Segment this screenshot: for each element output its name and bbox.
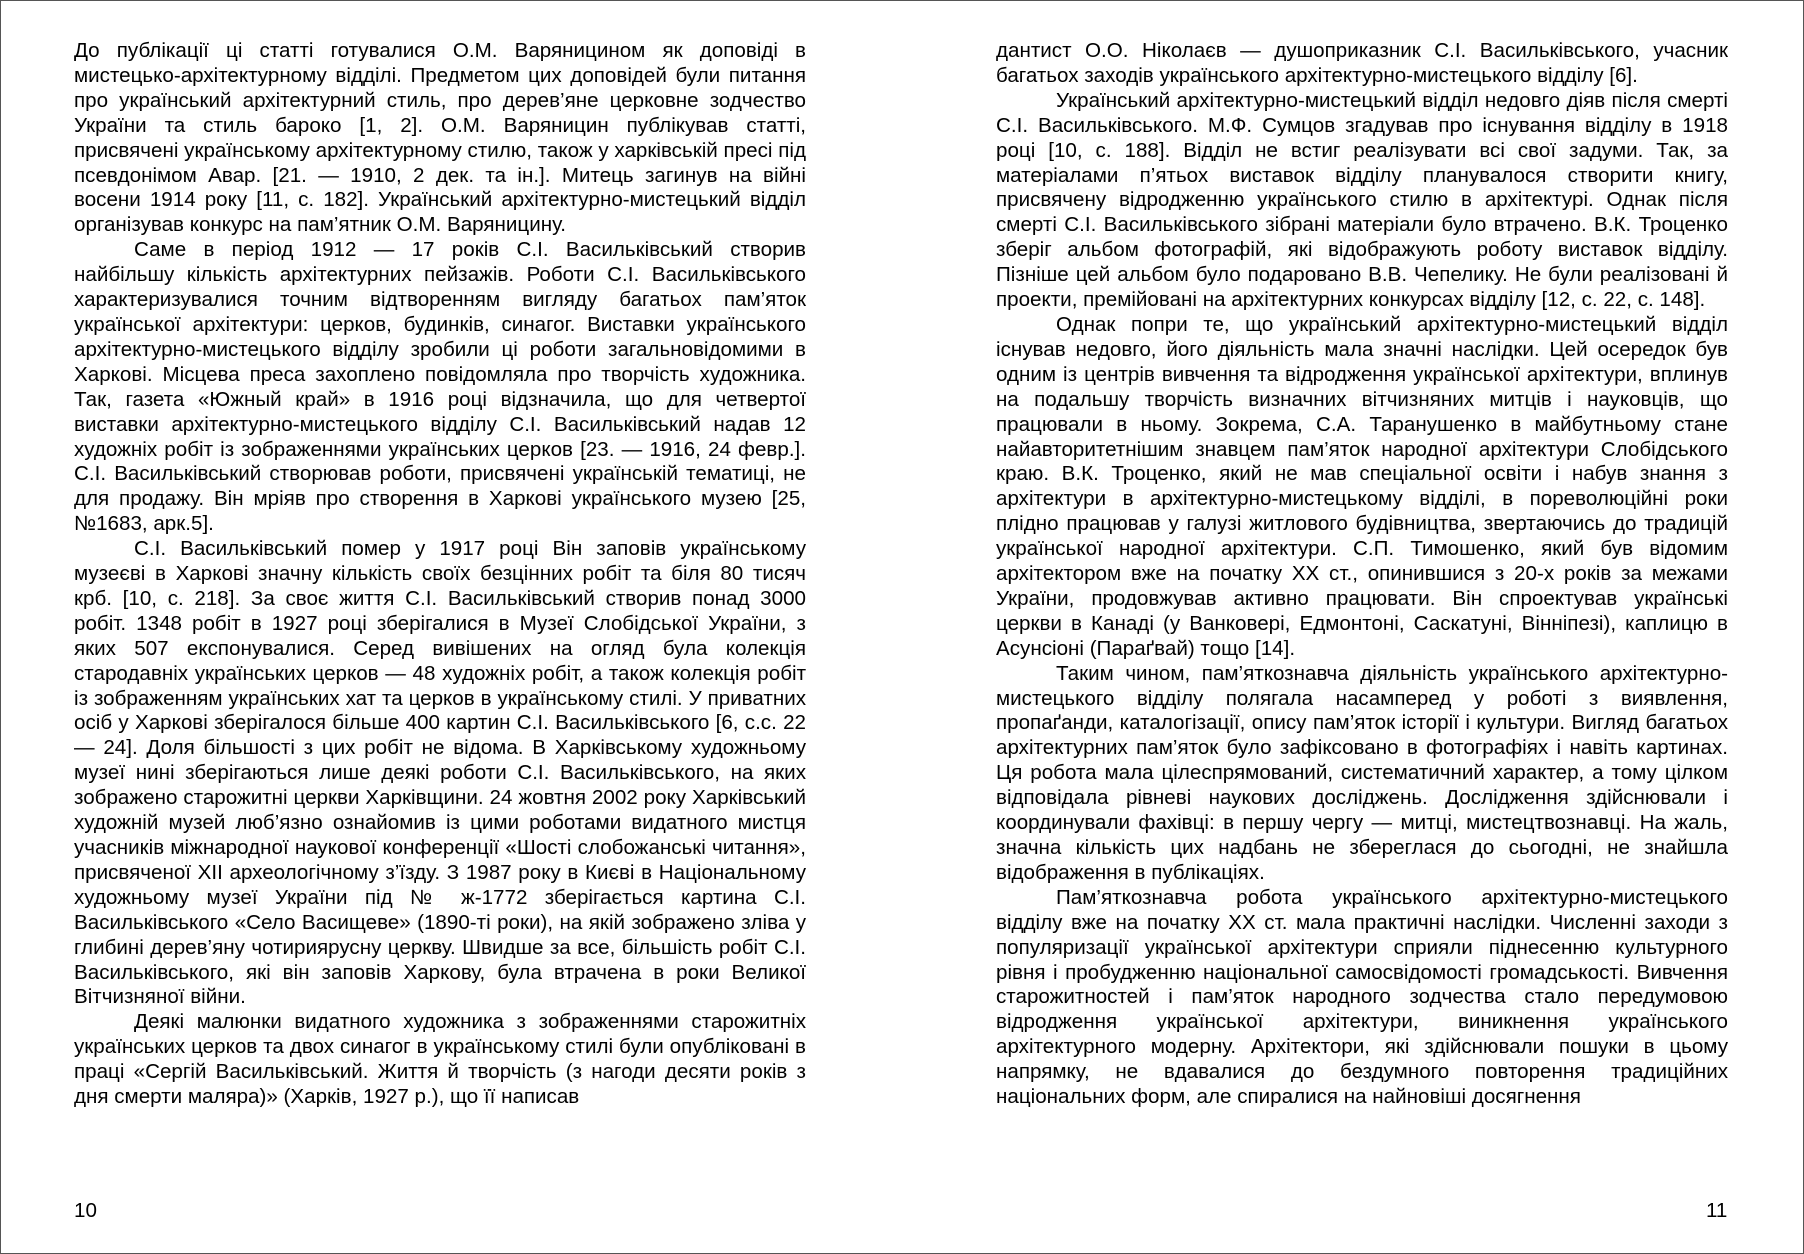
right-page [996,39,1728,1110]
page-number-left: 10 [74,1199,97,1222]
paragraph: Український архітектурно-мистецький відділ недовго діяв після смерті С.І. Васильківського. М.Ф. Сумцов згадував про існування відділу в 1918 році [10, с. 188]. Відділ не встиг реалізувати всі свої задуми. Так, за матеріалами п’ятьох виставок відділу планувалося створити книгу, присвячену відродженню українського стилю в архітектурі. Однак після смерті С.І. Васильківського зібрані матеріали було втрачено. В.К. Троценко зберіг альбом фотографій, які відображують роботу виставок відділу. Пізніше цей альбом було подаровано В.В. Чепелику. Не були реалізовані й проекти, премійовані на архітектурних конкурсах відділу [12, с. 22, с. 148]. [996,88,1728,312]
paragraph: До публікації ці статті готувалися О.М. Варяницином як доповіді в мистецько-архітектурному відділі. Предметом цих доповідей були питання про український архітектурний стиль, про дерев’яне церковне зодчество України та стиль бароко [1, 2]. О.М. Варяницин публікував статті, присвячені українському архітектурному стилю, також у харківській пресі під псевдонімом Авар. [21. — 1910, 2 дек. та ін.]. Митець загинув на війні восени 1914 року [11, с. 182]. Український архітектурно-мистецький відділ організував конкурс на пам’ятник О.М. Варяницину. [74,39,806,237]
paragraph: Таким чином, пам’яткознавча діяльність українського архітектурно-мистецького відділу полягала насамперед у роботі з виявлення, пропаґанди, каталогізації, опису пам’яток історії і культури. Вигляд багатьох архітектурних пам’яток було зафіксовано в фотографіях і навіть картинах. Ця робота мала цілеспрямований, систематичний характер, а тому цілком відповідала рівневі наукових досліджень. Дослідження здійснювали і координували фахівці: в першу чергу — митці, мистецтвознавці. На жаль, значна кількість цих надбань не збереглася до сьогодні, не знайшла відображення в публікаціях. [996,661,1728,884]
paragraph: С.І. Васильківський помер у 1917 році Він заповів українському музеєві в Харкові значну кількість своїх безцінних робіт та біля 80 тисяч крб. [10, с. 218]. За своє життя С.І. Васильківський створив понад 3000 робіт. 1348 робіт в 1927 році зберігалися в Музеї Слобідської України, з яких 507 експонувалися. Серед вивішених на огляд була колекція стародавніх українських церков — 48 художніх робіт, а також колекція робіт із зображенням українських хат та церков в українському стилі. У приватних осіб у Харкові зберігалося більше 400 картин С.І. Васильківського [6, с.с. 22 — 24]. Доля більшості з цих робіт не відома. В Харківському художньому музеї нині зберігаються лише деякі роботи С.І. Васильківського, на яких зображено старожитні церкви Харківщини. 24 жовтня 2002 року Харківський художній музей люб’язно ознайомив із цими роботами видатного мистця учасників міжнародної наукової конференції «Шості слобожанські читання», присвяченої XII археологічному з’їзду. З 1987 року в Києві в Національному художньому музеї України під № ж-1772 зберігається картина С.І. Васильківського «Село Васищеве» (1890-ті роки), на якій зображено зліва у глибині дерев’яну чотириярусну церкву. Швидше за все, більшість робіт С.І. Васильківського, які він заповів Харкову, була втрачена в роки Великої Вітчизняної війни. [74,537,806,1009]
paragraph: Однак попри те, що український архітектурно-мистецький відділ існував недовго, його діяльність мала значні наслідки. Цей осередок був одним із центрів вивчення та відродження української архітектури, вплинув на подальшу творчість визначних вітчизняних митців і науковців, що працювали в ньому. Зокрема, С.А. Таранушенко в майбутньому стане найавторитетнішим знавцем пам’яток народної архітектури Слобідського краю. В.К. Троценко, який не мав спеціальної освіти і набув знання з архітектури в архітектурно-мистецькому відділі, в пореволюційні роки плідно працював у галузі житлового будівництва, звертаючись до традицій української народної архітектури. С.П. Тимошенко, який був відомим архітектором вже на початку XX ст., опинившися з 20-х років за межами України, продовжував активно працювати. Він спроектував українські церкви в Канаді (у Ванковері, Едмонтоні, Саскатуні, Вінніпезі), каплицю в Асунсіоні (Параґвай) тощо [14]. [996,312,1728,660]
paragraph: Деякі малюнки видатного художника з зображеннями старожитніх українських церков та двох синагог в українському стилі були опубліковані в праці «Сергій Васильківський. Життя й творчість (з нагоди десяти років з дня смерти маляра)» (Харків, 1927 р.), що її написав [74,1010,806,1109]
left-page [74,39,806,1110]
paragraph: Саме в період 1912 — 17 років С.І. Васильківський створив найбільшу кількість архітектурних пейзажів. Роботи С.І. Васильківського характеризувалися точним відтворенням вигляду багатьох пам’яток української архітектури: церков, будинків, синагог. Виставки українського архітектурно-мистецького відділу зробили ці роботи загальновідомими в Харкові. Місцева преса захоплено повідомляла про творчість художника. Так, газета «Южный край» в 1916 році відзначила, що для четвертої виставки архітектурно-мистецького відділу С.І. Васильківський надав 12 художніх робіт із зображеннями українських церков [23. — 1916, 24 февр.]. С.І. Васильківський створював роботи, присвячені українській тематиці, не для продажу. Він мріяв про створення в Харкові українського музею [25, №1683, арк.5]. [74,238,806,536]
paragraph: Пам’яткознавча робота українського архітектурно-мистецького відділу вже на початку XX ст. мала практичні наслідки. Численні заходи з популяризації української архітектури сприяли піднесенню культурного рівня і пробудженню національної самосвідомості громадськості. Вивчення старожитностей і пам’яток народного зодчества стало передумовою відродження української архітектури, виникнення українського архітектурного модерну. Архітектори, які здійснювали пошуки в цьому напрямку, не вдавалися до бездумного повторення традиційних національних форм, але спиралися на найновіші досягнення [996,885,1728,1109]
paragraph: дантист О.О. Ніколаєв — душоприказник С.І. Васильківського, учасник багатьох заходів українського архітектурно-мистецького відділу [6]. [996,39,1728,87]
page-number-right: 11 [1706,1199,1728,1222]
